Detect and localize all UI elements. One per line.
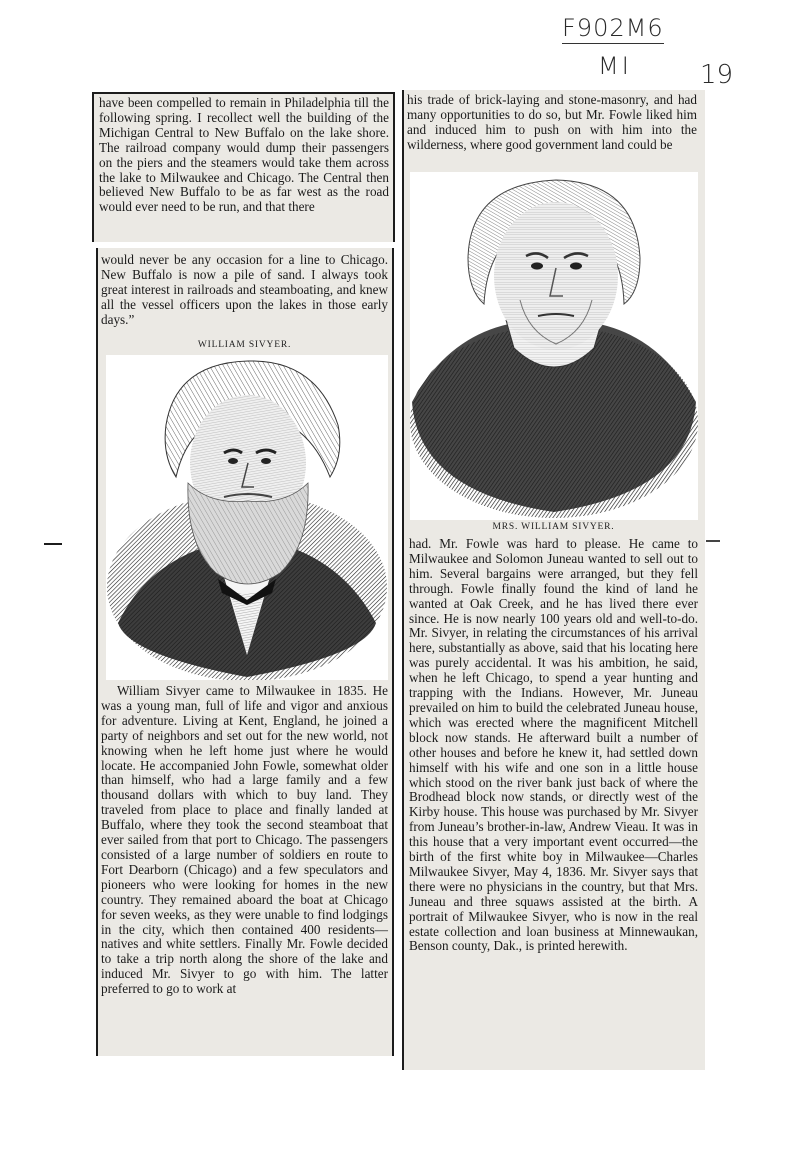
right-clipping-border-left xyxy=(402,90,404,1070)
right-continuation-paragraph: had. Mr. Fowle was hard to please. He came to Milwaukee and Solomon Juneau wanted to sell out to him. Several bargains were arranged, but they fell through. Fowle finally found the kind of land he wanted at Oak Creek, and he has lived there ever since. He is now nearly 100 years old and well-to-do. Mr. Sivyer, in relating the circumstances of his arrival here, substantially as above, said that his locating here was purely accidental. It was his ambition, he said, when he left Chicago, to spend a year hunting and trapping with the Indians. However, Mr. Juneau prevailed on him to build the celebrated Juneau house, which was erected where the magnificent Mitchell block now stands. He afterward built a number of other houses and before he knew it, had settled down himself with his wife and one son in a little house which stood on the river bank just back of where the Brodhead block now stands, or directly west of the Kirby house. This house was purchased by Mr. Sivyer from Juneau’s brother-in-law, Andrew Vieau. It was in this house that a very important event occurred—the birth of the first white boy in Milwaukee—Charles Milwaukee Sivyer, May 4, 1836. Mr. Sivyer says that there were no physicians in the country, but that Mrs. Juneau and three squaws assisted at the birth. A portrait of Milwaukee Sivyer, who is now in the real estate collection and loan business at Minnewaukan, Benson county, Dak., is printed herewith. xyxy=(409,536,698,954)
left-clipping-top-border-right xyxy=(393,92,395,242)
margin-dash-right xyxy=(706,540,720,542)
call-number-mark: F902M6 xyxy=(562,14,664,42)
call-number-suffix-mark: MI xyxy=(598,52,632,80)
left-clipping-main-border-right xyxy=(392,248,394,1056)
right-top-paragraph: his trade of brick-laying and stone-masonry, and had many opportunities to do so, but Mr. Fowle liked him and induced him to push on with him into the wilderness, where good government land could be xyxy=(407,92,697,152)
left-continuation-paragraph: would never be any occasion for a line to Chicago. New Buffalo is now a pile of sand. I always took great interest in railroads and steamboating, and knew all the vessel officers upon the lakes in those early days.” xyxy=(101,252,388,327)
left-clipping-main-border-left xyxy=(96,248,98,1056)
william-sivyer-caption: WILLIAM SIVYER. xyxy=(197,340,292,350)
left-clipping-top-border-top xyxy=(92,92,395,94)
left-top-paragraph: have been compelled to remain in Philadelphia till the following spring. I recollect well the building of the Michigan Central to New Buffalo on the lake shore. The railroad company would dump their passengers on the piers and the steamers would take them across the lake to Milwaukee and Chicago. The Central then believed New Buffalo to be as far west as the road would ever need to be run, and that there xyxy=(99,95,389,215)
william-sivyer-portrait xyxy=(106,355,388,680)
mrs-william-sivyer-caption: MRS. WILLIAM SIVYER. xyxy=(492,522,615,532)
left-clipping-top-border-left xyxy=(92,92,94,242)
mrs-william-sivyer-portrait xyxy=(410,172,698,520)
william-sivyer-biography: William Sivyer came to Milwaukee in 1835. He was a young man, full of life and vigor and anxious for adventure. Living at Kent, England, he joined a party of neighbors and set out for the new world, not knowing when he left home just where he would locate. He accompanied John Fowle, somewhat older than himself, who had a large family and a few thousand dollars with which to buy land. They traveled from place to place and finally landed at Buffalo, where they took the second steamboat that ever sailed from that port to Chicago. The passengers consisted of a large number of soldiers en route to Fort Dearborn (Chicago) and a few speculators and pioneers who were looking for homes in the new country. They remained aboard the boat at Chicago for seven weeks, as they were unable to find lodgings in the city, which then contained 400 residents—natives and white settlers. Finally Mr. Fowle decided to take a trip north along the shore of the lake and induced Mr. Sivyer to go with him. The latter preferred to go to work at xyxy=(101,683,388,997)
margin-dash xyxy=(44,543,62,545)
page-number-mark: 19 xyxy=(700,60,734,90)
